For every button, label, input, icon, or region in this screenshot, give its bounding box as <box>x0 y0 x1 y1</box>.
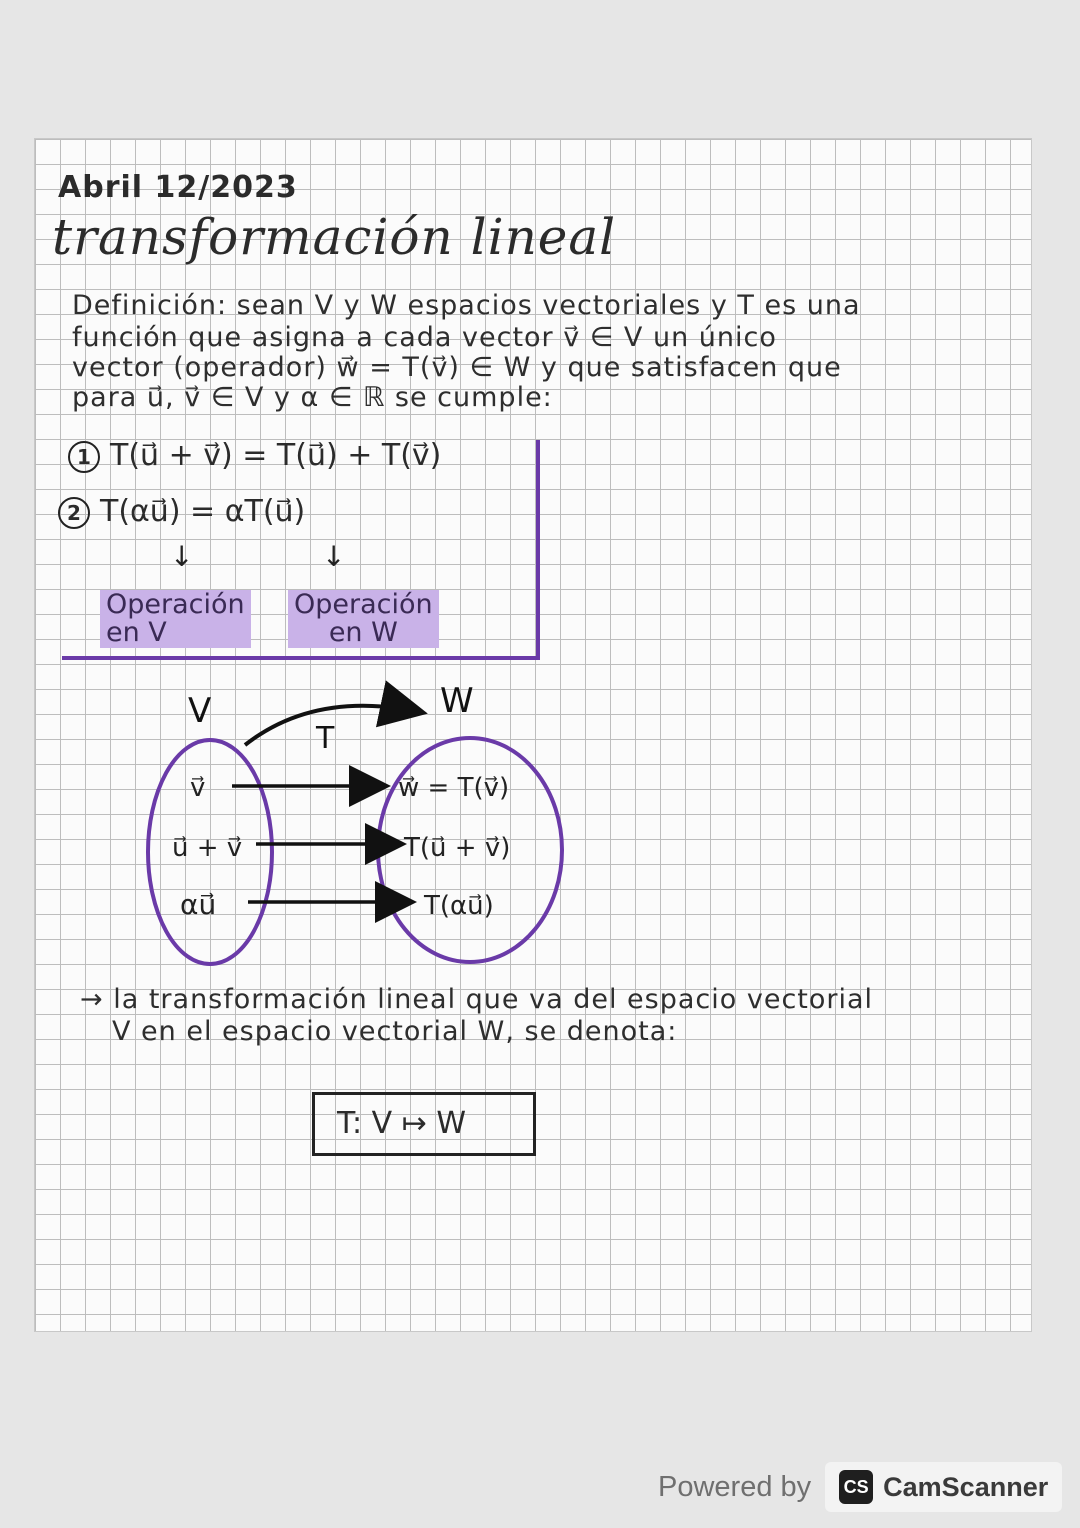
highlight-line: Operación <box>294 589 433 620</box>
property-1 <box>68 438 441 473</box>
purple-frame-horizontal <box>62 656 540 660</box>
notation-box: T: V ↦ W <box>312 1092 536 1156</box>
property-number: 2 <box>58 497 90 529</box>
map-label: T <box>316 721 335 756</box>
arrow-down-icon: ↓ <box>170 540 194 573</box>
definition-line: vector (operador) w⃗ = T(v⃗) ∈ W y que satisfacen que <box>72 352 842 383</box>
highlight-line: en V <box>106 617 167 648</box>
camscanner-logo-icon: CS <box>839 1470 873 1504</box>
codomain-item: T(αu⃗) <box>424 891 494 921</box>
codomain-item: T(u⃗ + v⃗) <box>404 833 511 863</box>
highlight-operation-v <box>100 590 251 648</box>
domain-item: v⃗ <box>190 773 206 803</box>
highlight-line: en W <box>328 617 398 648</box>
definition-line: para u⃗, v⃗ ∈ V y α ∈ ℝ se cumple: <box>72 382 553 413</box>
scanner-watermark <box>658 1462 1062 1512</box>
purple-frame-vertical <box>536 440 540 660</box>
highlight-operation-w <box>288 590 439 648</box>
property-number: 1 <box>68 441 100 473</box>
domain-item: αu⃗ <box>180 888 217 921</box>
highlight-line: Operación <box>106 589 245 620</box>
powered-by-text: Powered by <box>658 1470 812 1503</box>
arrow-down-icon: ↓ <box>322 540 346 573</box>
domain-item: u⃗ + v⃗ <box>172 833 243 863</box>
domain-label: V <box>188 691 212 731</box>
codomain-label: W <box>440 681 474 721</box>
definition-line: función que asigna a cada vector v⃗ ∈ V un único <box>72 322 777 353</box>
conclusion-line: → la transformación lineal que va del espacio vectorial <box>80 984 874 1015</box>
note-date: Abril 12/2023 <box>58 170 298 205</box>
note-title: transformación lineal <box>52 208 617 266</box>
codomain-item: w⃗ = T(v⃗) <box>398 773 510 803</box>
property-text: T(u⃗ + v⃗) = T(u⃗) + T(v⃗) <box>110 438 442 473</box>
property-text: T(αu⃗) = αT(u⃗) <box>100 494 306 529</box>
conclusion-line: V en el espacio vectorial W, se denota: <box>112 1016 678 1047</box>
camscanner-badge <box>825 1462 1062 1512</box>
definition-line: Definición: sean V y W espacios vectoriales y T es una <box>72 290 861 321</box>
property-2 <box>58 494 305 529</box>
camscanner-name: CamScanner <box>883 1471 1049 1502</box>
